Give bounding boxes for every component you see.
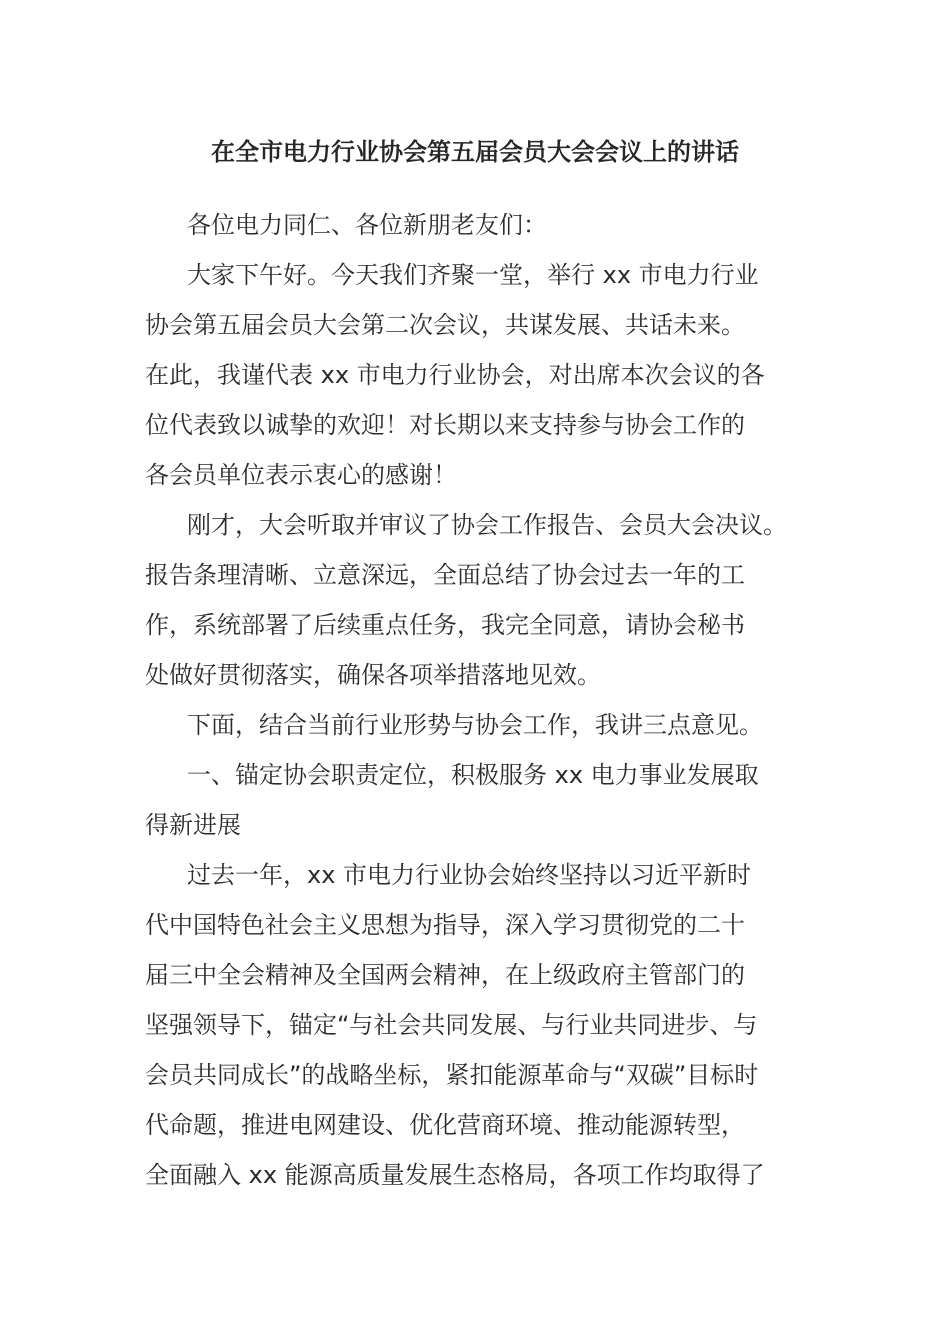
paragraph-line: 大家下午好。今天我们齐聚一堂，举行 xx 市电力行业: [187, 261, 759, 289]
paragraph-line: 过去一年，xx 市电力行业协会始终坚持以习近平新时: [187, 861, 752, 889]
section-heading-line: 得新进展: [145, 811, 241, 839]
paragraph-line: 代中国特色社会主义思想为指导，深入学习贯彻党的二十: [145, 911, 745, 939]
paragraph-line: 位代表致以诚挚的欢迎！对长期以来支持参与协会工作的: [145, 411, 745, 439]
paragraph-line: 坚强领导下，锚定“与社会共同发展、与行业共同进步、与: [145, 1011, 758, 1039]
paragraph-line: 届三中全会精神及全国两会精神，在上级政府主管部门的: [145, 961, 745, 989]
paragraph-line: 各会员单位表示衷心的感谢！: [145, 461, 457, 489]
paragraph-line: 刚才，大会听取并审议了协会工作报告、会员大会决议。: [187, 511, 787, 539]
paragraph-line: 全面融入 xx 能源高质量发展生态格局，各项工作均取得了: [145, 1161, 765, 1189]
paragraph-line: 协会第五届会员大会第二次会议，共谋发展、共话未来。: [145, 311, 745, 339]
paragraph-line: 代命题，推进电网建设、优化营商环境、推动能源转型，: [145, 1111, 745, 1139]
paragraph-line: 在此，我谨代表 xx 市电力行业协会，对出席本次会议的各: [145, 361, 765, 389]
paragraph-line: 作，系统部署了后续重点任务，我完全同意，请协会秘书: [145, 611, 745, 639]
paragraph-line: 会员共同成长”的战略坐标，紧扣能源革命与“双碳”目标时: [145, 1061, 759, 1089]
section-heading-line: 一、锚定协会职责定位，积极服务 xx 电力事业发展取: [187, 761, 759, 789]
salutation: 各位电力同仁、各位新朋老友们：: [187, 211, 547, 239]
paragraph-line: 报告条理清晰、立意深远，全面总结了协会过去一年的工: [145, 561, 745, 589]
paragraph-line: 下面，结合当前行业形势与协会工作，我讲三点意见。: [187, 711, 763, 739]
document-title: 在全市电力行业协会第五届会员大会会议上的讲话: [211, 138, 739, 166]
paragraph-line: 处做好贯彻落实，确保各项举措落地见效。: [145, 661, 601, 689]
